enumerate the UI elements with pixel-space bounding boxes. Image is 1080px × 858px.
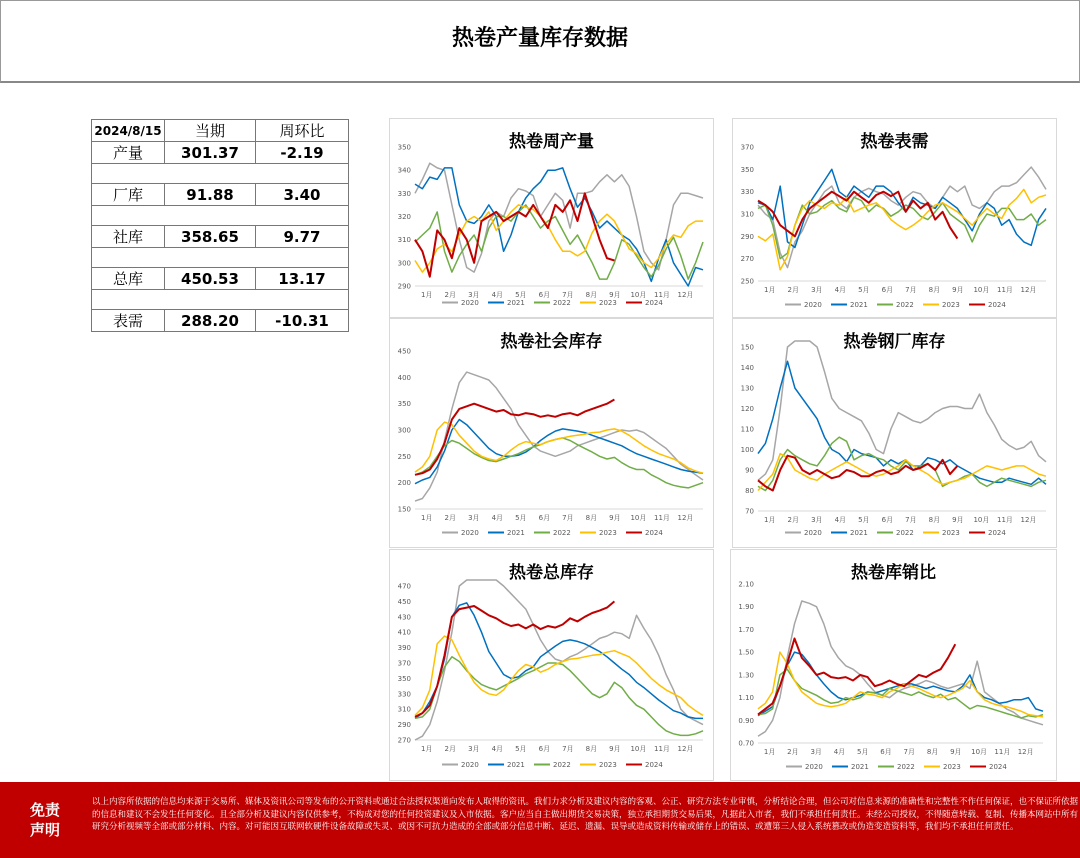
legend-label: 2023 [943, 763, 961, 771]
y-tick-label: 450 [397, 597, 411, 606]
chart-total-inventory-plot [390, 550, 713, 780]
legend-label: 2020 [461, 529, 479, 537]
chart-title: 热卷总库存 [509, 563, 594, 583]
legend-label: 2023 [599, 529, 617, 537]
legend-label: 2024 [645, 761, 663, 769]
x-tick-label: 9月 [952, 286, 964, 294]
y-tick-label: 300 [397, 426, 411, 435]
summary-row-wow: 3.40 [256, 184, 349, 206]
y-tick-label: 100 [740, 446, 754, 454]
y-tick-label: 370 [397, 659, 411, 668]
y-tick-label: 390 [397, 644, 411, 653]
x-tick-label: 2月 [444, 745, 457, 753]
x-tick-label: 9月 [609, 514, 621, 522]
x-tick-label: 5月 [515, 745, 527, 753]
y-tick-label: 110 [740, 425, 754, 434]
x-tick-label: 5月 [515, 291, 527, 299]
y-tick-label: 330 [740, 188, 754, 197]
chart-mill-inventory-plot [733, 319, 1056, 547]
chart-inventory-sales-ratio-plot [731, 550, 1056, 780]
y-tick-label: 120 [740, 405, 754, 413]
y-tick-label: 150 [740, 343, 754, 352]
y-tick-label: 0.70 [738, 739, 754, 748]
summary-row-current: 450.53 [165, 268, 256, 290]
x-tick-label: 6月 [881, 286, 894, 294]
summary-row [92, 310, 349, 332]
x-tick-label: 9月 [950, 748, 962, 756]
legend-label: 2024 [988, 529, 1006, 537]
legend-label: 2024 [989, 763, 1007, 771]
x-tick-label: 2月 [444, 291, 457, 299]
summary-row-current: 91.88 [165, 184, 256, 206]
chart-weekly-output [389, 118, 714, 318]
y-tick-label: 80 [745, 487, 754, 495]
x-tick-label: 7月 [562, 514, 574, 522]
x-tick-label: 8月 [928, 286, 941, 294]
summary-row-current: 301.37 [165, 142, 256, 164]
series-line-2020 [415, 372, 703, 501]
x-tick-label: 3月 [468, 514, 480, 522]
y-tick-label: 470 [397, 582, 411, 591]
x-tick-label: 10月 [630, 291, 647, 299]
summary-row-label: 表需 [92, 310, 165, 332]
x-tick-label: 4月 [491, 745, 504, 753]
x-tick-label: 11月 [653, 745, 670, 753]
y-tick-label: 370 [740, 143, 754, 152]
chart-title: 热卷钢厂库存 [843, 332, 946, 352]
x-tick-label: 5月 [857, 748, 869, 756]
x-tick-label: 4月 [833, 748, 846, 756]
y-tick-label: 290 [397, 282, 411, 291]
y-tick-label: 350 [397, 143, 411, 152]
y-tick-label: 320 [397, 213, 411, 221]
x-tick-label: 11月 [996, 516, 1013, 524]
series-line-2024 [415, 193, 614, 276]
x-tick-label: 5月 [858, 286, 870, 294]
x-tick-label: 4月 [834, 516, 847, 524]
series-line-2024 [758, 639, 955, 715]
legend-label: 2021 [850, 301, 868, 309]
legend-label: 2020 [461, 761, 479, 769]
x-tick-label: 1月 [764, 286, 776, 294]
x-tick-label: 10月 [630, 514, 647, 522]
y-tick-label: 330 [397, 690, 411, 699]
x-tick-label: 11月 [994, 748, 1011, 756]
x-tick-label: 6月 [538, 514, 551, 522]
legend-label: 2021 [507, 761, 525, 769]
y-tick-label: 140 [740, 364, 754, 372]
summary-spacer [92, 164, 349, 184]
x-tick-label: 6月 [538, 745, 551, 753]
summary-row-current: 288.20 [165, 310, 256, 332]
series-line-2022 [415, 438, 703, 488]
x-tick-label: 8月 [926, 748, 939, 756]
summary-row [92, 184, 349, 206]
x-tick-label: 11月 [996, 286, 1013, 294]
y-tick-label: 410 [397, 628, 411, 637]
summary-spacer [92, 206, 349, 226]
x-tick-label: 8月 [585, 745, 598, 753]
x-tick-label: 5月 [858, 516, 870, 524]
legend-label: 2023 [942, 529, 960, 537]
x-tick-label: 4月 [491, 514, 504, 522]
summary-spacer [92, 248, 349, 268]
y-tick-label: 1.10 [738, 694, 754, 703]
x-tick-label: 6月 [538, 291, 551, 299]
x-tick-label: 12月 [677, 291, 694, 299]
y-tick-label: 70 [745, 507, 754, 516]
legend-label: 2021 [507, 529, 525, 537]
x-tick-label: 7月 [905, 286, 917, 294]
x-tick-label: 2月 [444, 514, 457, 522]
disclaimer-footer [0, 782, 1080, 858]
chart-total-inventory [389, 549, 714, 781]
chart-social-inventory-plot [390, 319, 713, 547]
x-tick-label: 10月 [973, 516, 990, 524]
y-tick-label: 400 [397, 373, 411, 382]
x-tick-label: 3月 [810, 748, 822, 756]
y-tick-label: 450 [397, 347, 411, 356]
legend-label: 2024 [645, 299, 663, 307]
x-tick-label: 5月 [515, 514, 527, 522]
y-tick-label: 1.70 [738, 625, 754, 634]
x-tick-label: 10月 [971, 748, 988, 756]
summary-row-label: 总库 [92, 268, 165, 290]
series-line-2021 [415, 420, 703, 484]
legend-label: 2022 [897, 763, 915, 771]
y-tick-label: 130 [740, 384, 754, 393]
y-tick-label: 200 [397, 479, 411, 488]
legend-label: 2021 [850, 529, 868, 537]
summary-row-wow: 13.17 [256, 268, 349, 290]
x-tick-label: 9月 [609, 745, 621, 753]
x-tick-label: 10月 [973, 286, 990, 294]
x-tick-label: 1月 [421, 514, 433, 522]
legend-label: 2022 [553, 529, 571, 537]
legend-label: 2023 [942, 301, 960, 309]
x-tick-label: 1月 [763, 748, 776, 756]
x-tick-label: 12月 [677, 514, 694, 522]
x-tick-label: 3月 [468, 291, 480, 299]
x-tick-label: 11月 [653, 514, 670, 522]
y-tick-label: 340 [397, 166, 411, 175]
legend-label: 2024 [645, 529, 663, 537]
chart-inventory-sales-ratio [730, 549, 1057, 781]
chart-title: 热卷表需 [860, 132, 929, 152]
y-tick-label: 250 [397, 452, 411, 461]
series-line-2020 [758, 601, 1043, 736]
chart-apparent-demand [732, 118, 1057, 318]
x-tick-label: 8月 [928, 516, 941, 524]
summary-table [91, 119, 349, 332]
x-tick-label: 3月 [811, 286, 823, 294]
x-tick-label: 1月 [764, 516, 776, 524]
y-tick-label: 350 [397, 674, 411, 683]
x-tick-label: 8月 [585, 291, 598, 299]
x-tick-label: 10月 [630, 745, 647, 753]
y-tick-label: 1.90 [738, 603, 754, 612]
x-tick-label: 4月 [834, 286, 847, 294]
x-tick-label: 12月 [677, 745, 694, 753]
legend-label: 2022 [553, 299, 571, 307]
series-line-2022 [415, 657, 703, 736]
chart-mill-inventory [732, 318, 1057, 548]
summary-header-row [92, 120, 349, 142]
chart-title: 热卷社会库存 [500, 332, 603, 352]
x-tick-label: 6月 [880, 748, 892, 756]
summary-spacer [92, 290, 349, 310]
y-tick-label: 290 [740, 232, 754, 241]
y-tick-label: 310 [397, 236, 411, 245]
y-tick-label: 90 [745, 466, 754, 475]
chart-title: 热卷周产量 [509, 132, 594, 152]
x-tick-label: 9月 [609, 291, 621, 299]
summary-row-current: 358.65 [165, 226, 256, 248]
disclaimer-label: 免责声明 [29, 801, 60, 839]
x-tick-label: 12月 [1017, 748, 1034, 756]
x-tick-label: 1月 [421, 291, 433, 299]
legend-label: 2024 [988, 301, 1006, 309]
x-tick-label: 8月 [585, 514, 598, 522]
y-tick-label: 1.50 [738, 648, 754, 657]
x-tick-label: 7月 [562, 745, 574, 753]
summary-col-wow: 周环比 [256, 120, 349, 142]
legend-label: 2020 [805, 763, 823, 771]
summary-row-label: 社库 [92, 226, 165, 248]
y-tick-label: 0.90 [738, 716, 754, 725]
y-tick-label: 250 [740, 277, 754, 286]
y-tick-label: 330 [397, 189, 411, 198]
page-title: 热卷产量库存数据 [451, 26, 628, 51]
summary-row [92, 226, 349, 248]
disclaimer-text: 以上内容所依据的信息均来源于交易所、媒体及资讯公司等发布的公开资料或通过合法授权渠道向发布人取得的资讯。我们力求分析及建议内容的客观、公正、研究方法专业审慎，分析结论合理，但公司对信息来源的准确性和完整性不作任何保证，也不保证所依据的信息和建议不会发生任何变化。且全部分析及建议内容仅供参考，不构成对您的任何投资建议及入市依据。客户应当自主做出期货交易决策，独立承担期货交易后果，凡据此入市者，我们不承担任何责任。未经公司授权，不得随意转载、复制、传播本网站中所有研究分析视频等全部或部分材料、内容。对可能因互联网软硬件设备故障或失灵、或因不可抗力造成的全部或部分信息中断、延迟、遗漏、误导或造成资料传输或储存上的错误、或遭第三人侵入系统篡改或伪造变造资料等，我们均不承担任何责任。 [92, 797, 1079, 832]
y-tick-label: 270 [397, 736, 411, 745]
x-tick-label: 4月 [491, 291, 504, 299]
legend-label: 2023 [599, 299, 617, 307]
legend-label: 2020 [804, 301, 822, 309]
legend-label: 2022 [896, 301, 914, 309]
x-tick-label: 12月 [1020, 286, 1037, 294]
x-tick-label: 12月 [1020, 516, 1037, 524]
y-tick-label: 300 [397, 259, 411, 268]
y-tick-label: 350 [740, 165, 754, 174]
x-tick-label: 2月 [787, 748, 799, 756]
x-tick-label: 11月 [653, 291, 670, 299]
summary-row-label: 厂库 [92, 184, 165, 206]
y-tick-label: 350 [397, 400, 411, 409]
x-tick-label: 7月 [903, 748, 916, 756]
summary-row-wow: -10.31 [256, 310, 349, 332]
y-tick-label: 430 [397, 613, 411, 622]
summary-col-current: 当期 [165, 120, 256, 142]
x-tick-label: 1月 [421, 745, 433, 753]
y-tick-label: 2.10 [738, 580, 754, 589]
header [0, 0, 1080, 83]
y-tick-label: 290 [397, 721, 411, 730]
series-line-2022 [758, 669, 1043, 718]
legend-label: 2021 [507, 299, 525, 307]
x-tick-label: 3月 [468, 745, 480, 753]
legend-label: 2022 [553, 761, 571, 769]
legend-label: 2020 [461, 299, 479, 307]
x-tick-label: 6月 [881, 516, 894, 524]
y-tick-label: 310 [397, 705, 411, 714]
summary-row-wow: -2.19 [256, 142, 349, 164]
x-tick-label: 2月 [787, 516, 800, 524]
summary-row-wow: 9.77 [256, 226, 349, 248]
summary-row-label: 产量 [92, 142, 165, 164]
chart-social-inventory [389, 318, 714, 548]
legend-label: 2021 [851, 763, 869, 771]
y-tick-label: 150 [397, 505, 411, 514]
summary-row [92, 142, 349, 164]
x-tick-label: 7月 [905, 516, 917, 524]
y-tick-label: 310 [740, 210, 754, 219]
legend-label: 2022 [896, 529, 914, 537]
x-tick-label: 9月 [952, 516, 964, 524]
chart-title: 热卷库销比 [851, 563, 936, 583]
x-tick-label: 7月 [562, 291, 574, 299]
legend-label: 2023 [599, 761, 617, 769]
summary-date: 2024/8/15 [92, 120, 165, 142]
summary-row [92, 268, 349, 290]
series-line-2023 [415, 636, 703, 715]
x-tick-label: 3月 [811, 516, 823, 524]
y-tick-label: 1.30 [738, 671, 754, 680]
legend-label: 2020 [804, 529, 822, 537]
y-tick-label: 270 [740, 255, 754, 264]
x-tick-label: 2月 [787, 286, 800, 294]
